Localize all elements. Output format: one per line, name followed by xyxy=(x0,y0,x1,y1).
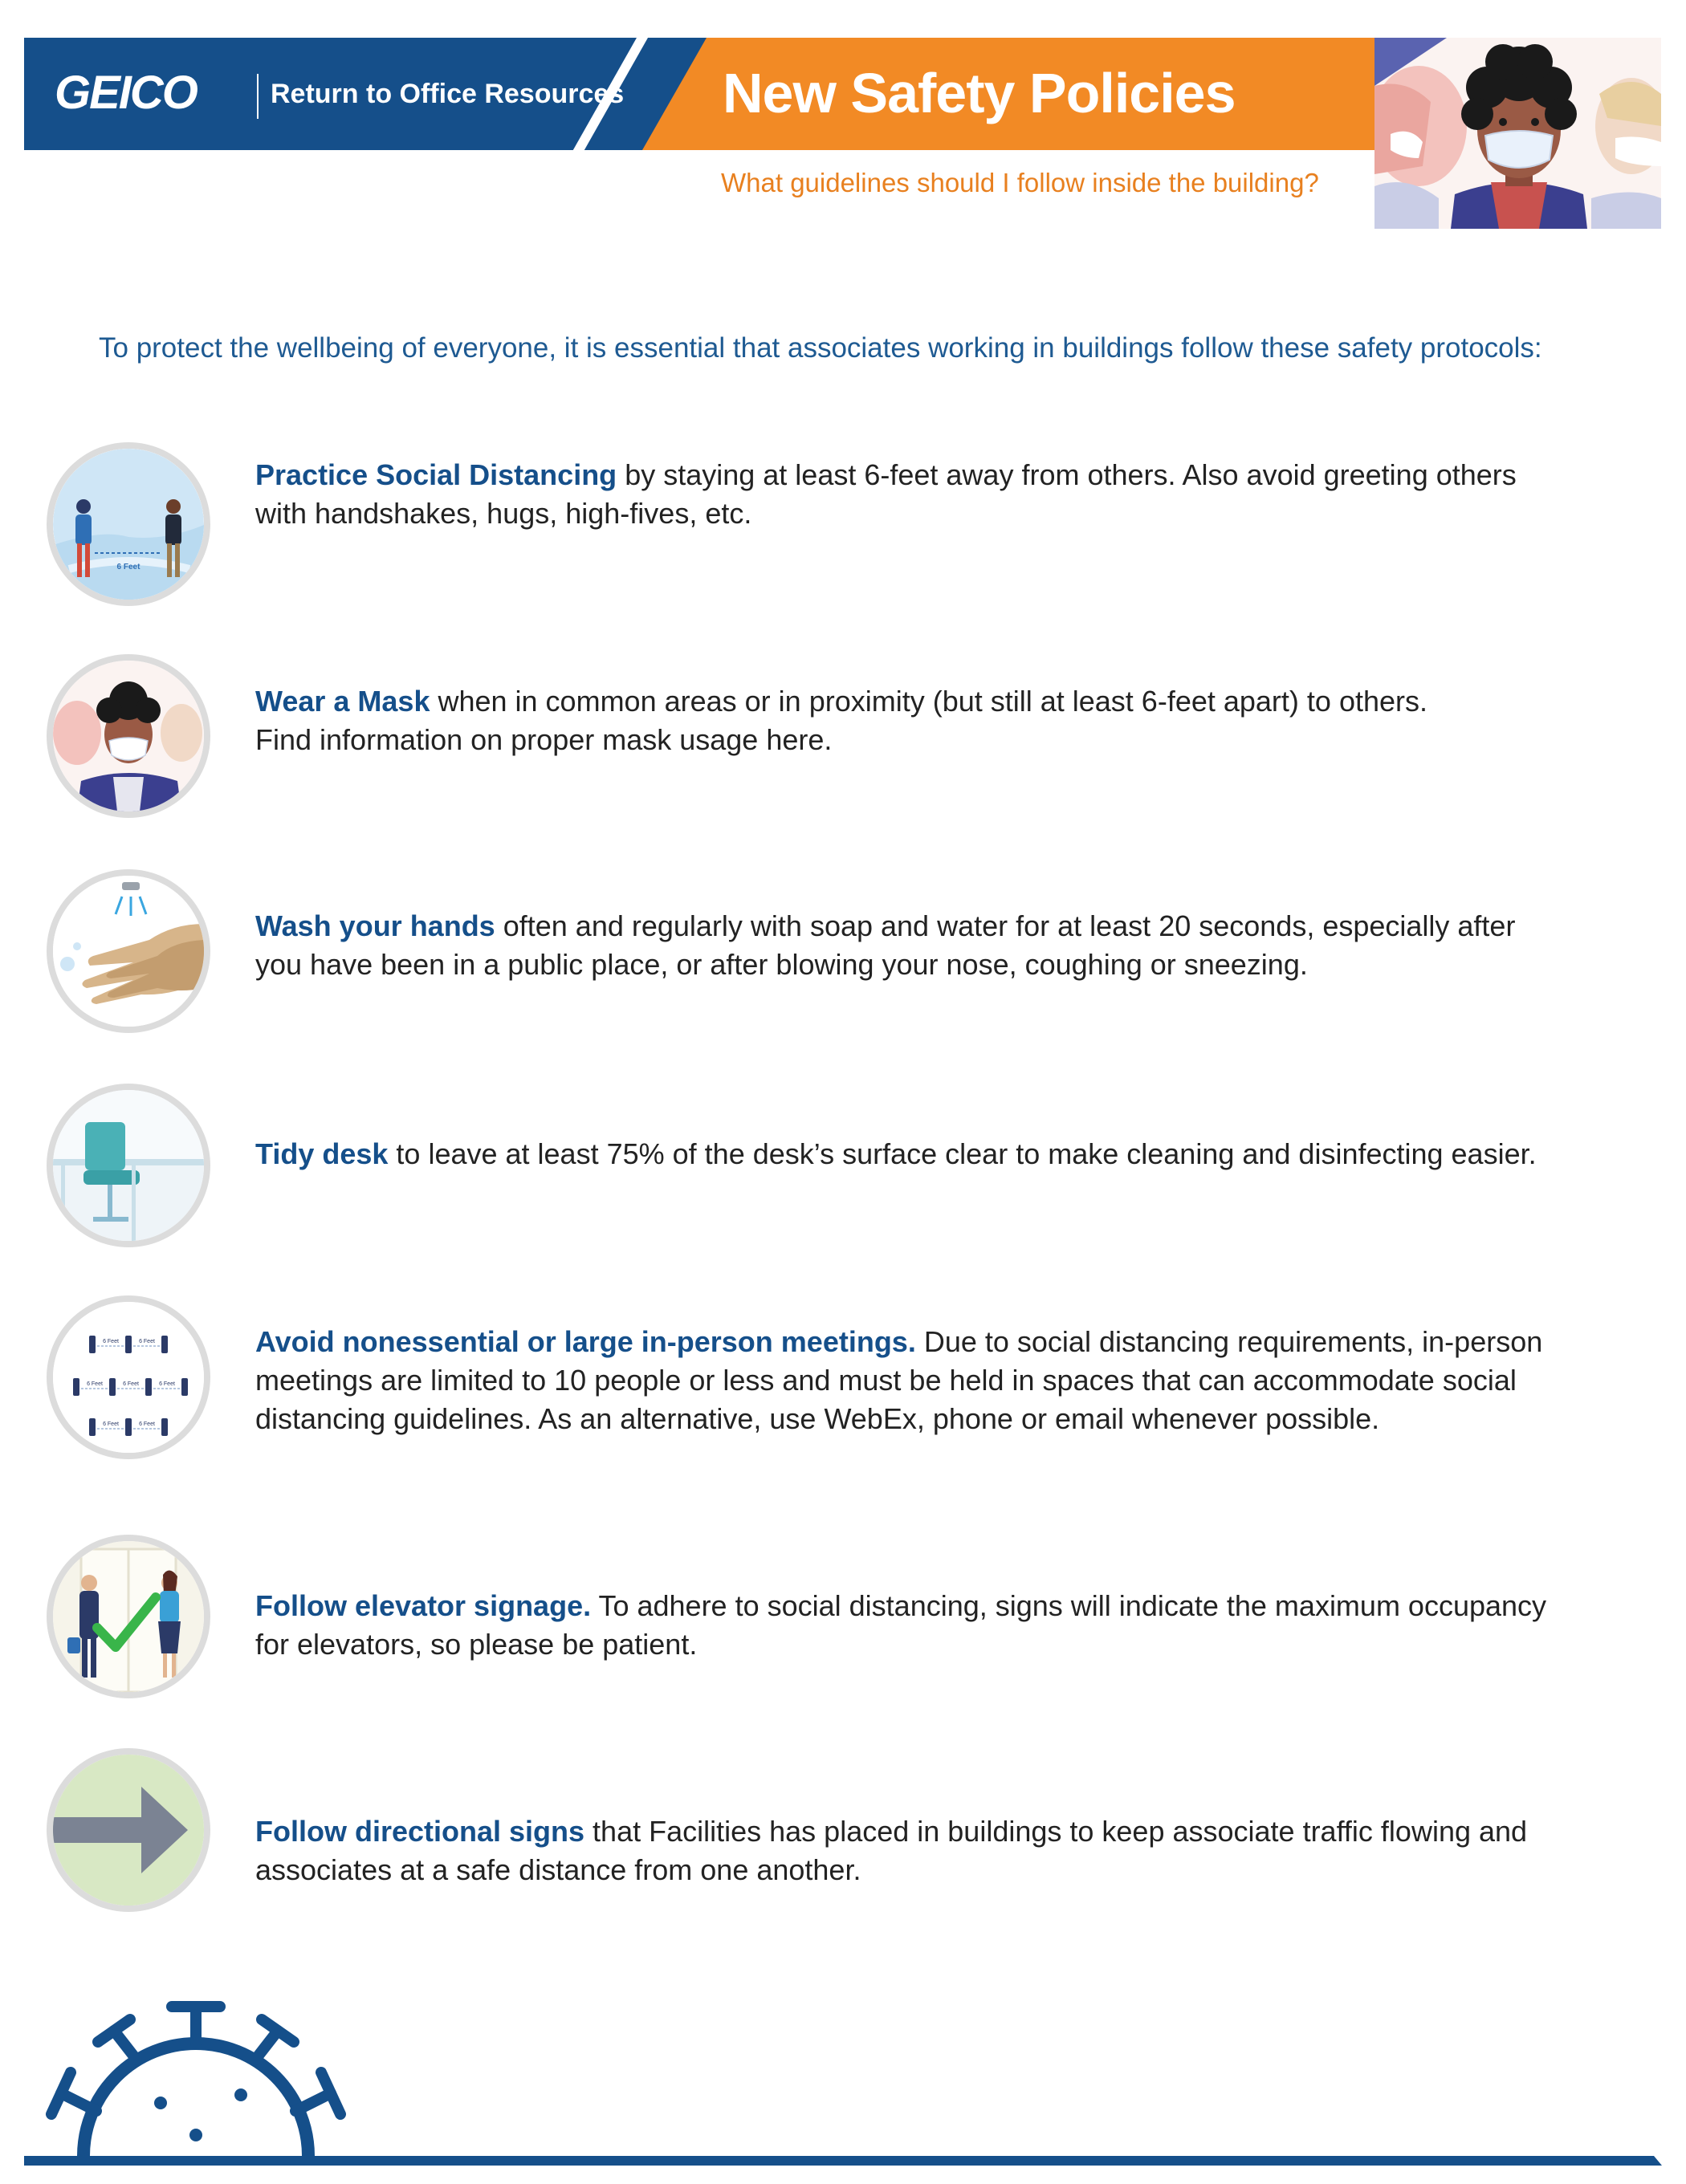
tidy-desk-icon xyxy=(47,1084,210,1247)
mask-usage-link[interactable]: Find information on proper mask usage here. xyxy=(255,723,833,756)
svg-text:6 Feet: 6 Feet xyxy=(139,1421,155,1427)
protocol-heading: Wear a Mask xyxy=(255,685,430,718)
protocol-text: by staying at least 6-feet away from others. Also avoid greeting others with handshakes, hugs, high-fives, etc. xyxy=(255,458,1517,530)
virus-footer-graphic xyxy=(24,1991,1678,2180)
meeting-distancing-icon xyxy=(47,1295,210,1459)
page-title: New Safety Policies xyxy=(723,62,1236,124)
svg-text:6 Feet: 6 Feet xyxy=(159,1381,175,1387)
protocol-heading: Wash your hands xyxy=(255,909,495,942)
protocol-text: often and regularly with soap and water for at least 20 seconds, especially after you have been in a public place, or after blowing your nose, coughing or sneezing. xyxy=(255,909,1516,981)
mask-icon xyxy=(47,654,210,818)
logo-divider xyxy=(257,74,259,119)
intro-text: To protect the wellbeing of everyone, it is essential that associates working in buildings follow these safety protocols: xyxy=(99,332,1542,364)
protocol-heading: Practice Social Distancing xyxy=(255,458,617,491)
protocol-text: that Facilities has placed in buildings to keep associate traffic flowing and associates at a safe distance from one another. xyxy=(255,1815,1528,1886)
protocol-elevator xyxy=(255,1587,1556,1664)
protocol-heading: Avoid nonessential or large in-person meetings. xyxy=(255,1325,916,1358)
protocol-text: when in common areas or in proximity (but still at least 6-feet apart) to others. xyxy=(430,685,1427,718)
svg-text:6 Feet: 6 Feet xyxy=(103,1421,119,1427)
directional-arrow-icon xyxy=(47,1748,210,1912)
geico-logo[interactable]: GEICO xyxy=(55,67,197,119)
protocol-text: Due to social distancing requirements, in-person meetings are limited to 10 people or less and must be held in spaces that can accommodate social distancing guidelines. As an alternative, use WebEx, phone or email whenever possible. xyxy=(255,1325,1543,1435)
masked-people-illustration xyxy=(1374,38,1661,229)
hand-washing-icon xyxy=(47,869,210,1033)
protocol-directional-signs xyxy=(255,1812,1556,1889)
social-distancing-icon xyxy=(47,442,210,606)
svg-text:6 Feet: 6 Feet xyxy=(87,1381,103,1387)
protocol-wash-hands xyxy=(255,907,1556,984)
svg-text:6 Feet: 6 Feet xyxy=(139,1339,155,1344)
header-subtitle: Return to Office Resources xyxy=(271,79,625,109)
elevator-signage-icon xyxy=(47,1535,210,1698)
protocol-tidy-desk xyxy=(255,1135,1556,1173)
protocol-text: To adhere to social distancing, signs will indicate the maximum occupancy for elevators, so please be patient. xyxy=(255,1589,1547,1661)
page-question: What guidelines should I follow inside the building? xyxy=(721,168,1319,197)
protocol-social-distancing xyxy=(255,456,1556,533)
svg-text:6 Feet: 6 Feet xyxy=(123,1381,139,1387)
protocol-heading: Tidy desk xyxy=(255,1137,389,1170)
protocol-text: to leave at least 75% of the desk’s surface clear to make cleaning and disinfecting easier. xyxy=(388,1137,1537,1170)
six-feet-label: 6 Feet xyxy=(116,563,140,571)
svg-text:6 Feet: 6 Feet xyxy=(103,1339,119,1344)
protocol-heading: Follow directional signs xyxy=(255,1815,585,1848)
protocol-meetings xyxy=(255,1323,1556,1438)
protocol-heading: Follow elevator signage. xyxy=(255,1589,592,1622)
protocol-wear-mask xyxy=(255,682,1556,759)
